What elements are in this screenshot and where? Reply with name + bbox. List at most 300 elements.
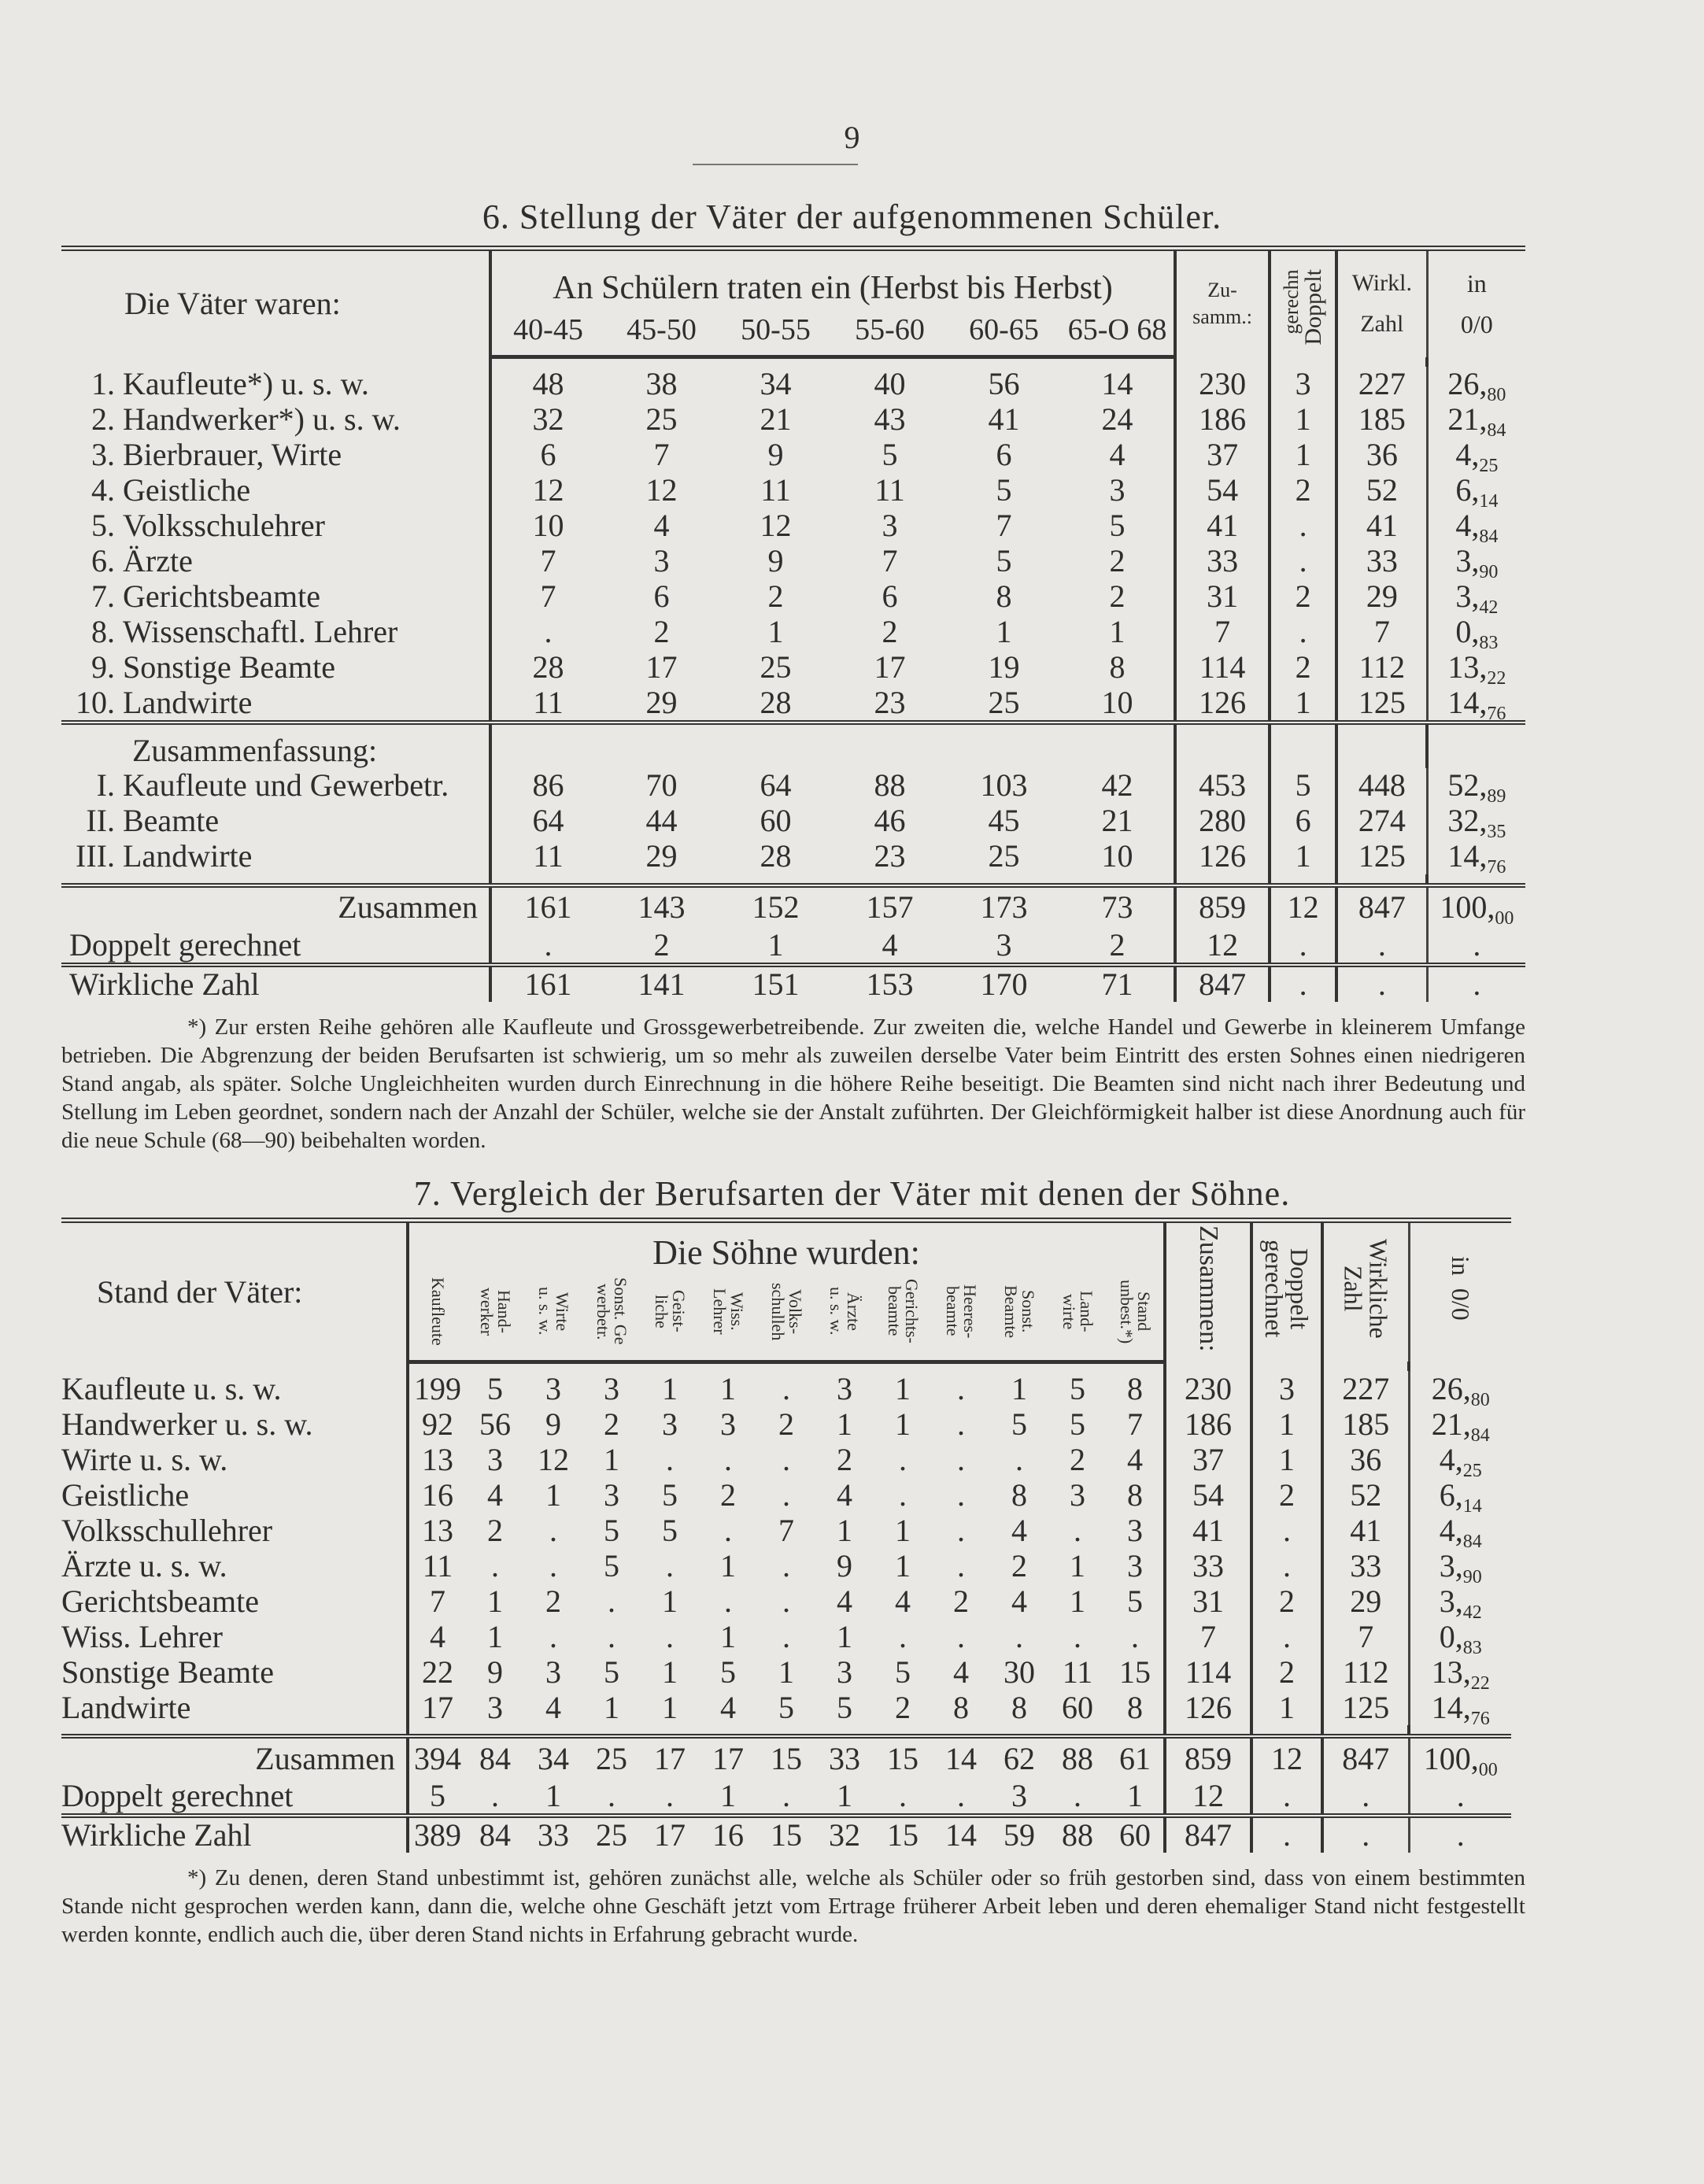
value-cell: 9 bbox=[767, 437, 784, 472]
value-cell: 48 bbox=[490, 367, 604, 402]
value-cell: 15 bbox=[757, 1816, 815, 1853]
value-cell: 5 bbox=[778, 1689, 794, 1725]
row-label bbox=[61, 1779, 408, 1816]
header-percent-text: in 0/0 bbox=[1446, 1256, 1475, 1321]
percent-cell bbox=[1427, 686, 1525, 722]
percent-dec: 76 bbox=[1487, 703, 1506, 724]
value-cell: 45 bbox=[988, 803, 1020, 838]
percent-dec: 83 bbox=[1479, 633, 1499, 653]
empty-cell bbox=[604, 722, 719, 768]
total-cell: 33 bbox=[1175, 544, 1270, 579]
table-row bbox=[61, 1548, 1511, 1583]
percent-cell bbox=[1427, 885, 1525, 928]
percent-dec: 76 bbox=[1487, 857, 1506, 878]
value-cell: 88 bbox=[1048, 1736, 1107, 1779]
percent-int: 4, bbox=[1455, 508, 1480, 543]
value-cell: 34 bbox=[760, 366, 792, 401]
double-counted-cell: 2 bbox=[1270, 579, 1336, 615]
value-cell: 3 bbox=[662, 1406, 678, 1442]
value-cell: 1 bbox=[545, 1778, 561, 1813]
percent-dec: 22 bbox=[1470, 1672, 1490, 1694]
value-cell: 4 bbox=[408, 1619, 466, 1654]
value-cell: 64 bbox=[490, 804, 604, 839]
total-cell: 37 bbox=[1165, 1442, 1251, 1477]
header-sons-group: Die Söhne wurden: bbox=[408, 1220, 1165, 1270]
value-cell: 1 bbox=[767, 926, 784, 963]
row-label bbox=[61, 768, 490, 804]
row-label bbox=[61, 686, 490, 722]
value-cell: 9 bbox=[767, 543, 784, 578]
table6-footnote bbox=[61, 1013, 1525, 1155]
value-cell: 56 bbox=[988, 366, 1020, 401]
value-cell: 161 bbox=[490, 885, 604, 928]
value-cell: 151 bbox=[719, 965, 833, 1002]
value-cell: 62 bbox=[990, 1736, 1048, 1779]
value-cell: . bbox=[491, 1547, 499, 1583]
header-son-occupation bbox=[582, 1270, 641, 1362]
header-double-line1: Doppelt bbox=[1299, 269, 1326, 346]
value-cell: 1 bbox=[487, 1583, 503, 1619]
value-cell: 3 bbox=[1127, 1512, 1144, 1548]
double-counted-cell: 1 bbox=[1270, 402, 1336, 438]
total-cell: 126 bbox=[1165, 1690, 1251, 1725]
table-row bbox=[61, 1690, 1511, 1725]
value-cell: 6 bbox=[653, 578, 670, 614]
percent-int: 6, bbox=[1439, 1476, 1463, 1513]
actual-number-cell: 7 bbox=[1336, 615, 1427, 650]
value-cell: . bbox=[957, 1778, 965, 1813]
row-label bbox=[61, 508, 490, 544]
value-cell: 3 bbox=[837, 1654, 852, 1690]
row-label bbox=[61, 965, 490, 1002]
value-cell: . bbox=[608, 1778, 615, 1813]
value-cell: 22 bbox=[408, 1654, 466, 1690]
table-row bbox=[61, 650, 1525, 686]
empty-cell bbox=[582, 1725, 641, 1736]
double-counted-cell: 1 bbox=[1270, 438, 1336, 473]
value-cell: 1 bbox=[720, 1547, 736, 1583]
value-cell: . bbox=[957, 1476, 965, 1513]
row-label-text: Geistliche bbox=[61, 1476, 190, 1513]
header-son-occupation bbox=[874, 1270, 932, 1362]
empty-cell bbox=[1175, 722, 1270, 768]
value-cell: 60 bbox=[1107, 1816, 1165, 1853]
double-counted-cell: 6 bbox=[1270, 804, 1336, 839]
row-label bbox=[61, 402, 490, 438]
row-label bbox=[61, 1816, 408, 1853]
row-number: 3. bbox=[91, 437, 115, 472]
header-period: 65-O 68 bbox=[1061, 305, 1175, 357]
row-number: 9. bbox=[91, 649, 115, 685]
actual-number-cell: 29 bbox=[1336, 579, 1427, 615]
value-cell: 42 bbox=[1101, 767, 1133, 803]
value-cell: 17 bbox=[645, 649, 678, 685]
value-cell: 8 bbox=[1127, 1476, 1144, 1513]
value-cell: 5 bbox=[720, 1654, 736, 1690]
double-counted-cell: . bbox=[1270, 508, 1336, 544]
value-cell: 3 bbox=[653, 543, 670, 578]
value-cell: 70 bbox=[645, 767, 678, 803]
row-label-text: Landwirte bbox=[123, 838, 253, 874]
actual-number-cell: 7 bbox=[1322, 1619, 1409, 1654]
percent-dec: 00 bbox=[1495, 908, 1514, 929]
empty-cell bbox=[699, 1725, 757, 1736]
row-label-text: Wirte u. s. w. bbox=[61, 1441, 228, 1477]
actual-number-cell: 112 bbox=[1336, 650, 1427, 686]
value-cell: 3 bbox=[487, 1689, 503, 1725]
value-cell: 28 bbox=[760, 684, 792, 720]
table-row bbox=[61, 1371, 1511, 1406]
value-cell: 17 bbox=[874, 649, 906, 685]
value-cell: 2 bbox=[953, 1583, 969, 1619]
value-cell: 9 bbox=[487, 1654, 503, 1690]
total-cell: 7 bbox=[1165, 1619, 1251, 1654]
value-cell: 61 bbox=[1107, 1736, 1165, 1779]
total-cell: 33 bbox=[1165, 1548, 1251, 1583]
empty-cell bbox=[1270, 874, 1336, 885]
percent-dec: 90 bbox=[1462, 1566, 1482, 1587]
value-cell: 153 bbox=[833, 965, 947, 1002]
row-number: 5. bbox=[91, 508, 115, 543]
value-cell: 3 bbox=[1109, 472, 1126, 508]
value-cell: 23 bbox=[874, 684, 906, 720]
row-label-text: Wirkliche Zahl bbox=[69, 966, 260, 1002]
empty-cell bbox=[408, 1725, 466, 1736]
row-label-text: Doppelt gerechnet bbox=[69, 926, 301, 963]
value-cell: 1 bbox=[837, 1778, 852, 1813]
percent-int: 14, bbox=[1447, 684, 1488, 720]
value-cell: 5 bbox=[895, 1654, 911, 1690]
row-label-text: Wirkliche Zahl bbox=[61, 1817, 252, 1853]
table-row bbox=[61, 1619, 1511, 1654]
header-double-text: Doppelt gerechnet bbox=[1260, 1240, 1314, 1338]
table6-fathers-occupation bbox=[61, 246, 1525, 1002]
value-cell: 5 bbox=[604, 1547, 619, 1583]
percent-cell bbox=[1409, 1618, 1511, 1658]
value-cell: 14 bbox=[932, 1816, 990, 1853]
value-cell: 92 bbox=[408, 1406, 466, 1442]
value-cell: 11 bbox=[490, 686, 604, 722]
value-cell: . bbox=[957, 1547, 965, 1583]
value-cell: 2 bbox=[1109, 578, 1126, 614]
value-cell: 34 bbox=[524, 1736, 582, 1779]
value-cell: . bbox=[957, 1441, 965, 1477]
value-cell: 7 bbox=[778, 1512, 794, 1548]
percent-int: 3, bbox=[1455, 543, 1480, 578]
value-cell: 25 bbox=[760, 649, 792, 685]
percent-cell bbox=[1409, 1689, 1511, 1729]
header-percent-line2: 0/0 bbox=[1460, 310, 1493, 339]
value-cell: . bbox=[782, 1778, 790, 1813]
value-cell: 7 bbox=[996, 508, 1012, 543]
empty-cell bbox=[1270, 722, 1336, 768]
double-counted-cell: 1 bbox=[1251, 1690, 1322, 1725]
header-fathers-status: Stand der Väter: bbox=[61, 1220, 408, 1362]
value-cell: 3 bbox=[837, 1370, 852, 1406]
value-cell: . bbox=[491, 1778, 499, 1813]
header-son-label: Sonst. Beamte bbox=[1001, 1284, 1038, 1338]
page-number: 9 bbox=[844, 120, 860, 155]
value-cell: . bbox=[608, 1583, 615, 1619]
total-cell: 37 bbox=[1175, 438, 1270, 473]
double-counted-cell: 3 bbox=[1270, 367, 1336, 402]
empty-cell bbox=[815, 1725, 874, 1736]
value-cell: 5 bbox=[996, 472, 1012, 508]
value-cell: 1 bbox=[895, 1547, 911, 1583]
empty-cell bbox=[1427, 357, 1525, 367]
value-cell: 17 bbox=[641, 1816, 699, 1853]
percent-cell bbox=[1427, 366, 1525, 405]
value-cell: 4 bbox=[487, 1476, 503, 1513]
total-cell: 12 bbox=[1175, 928, 1270, 965]
value-cell: . bbox=[666, 1547, 674, 1583]
percent-int: 3, bbox=[1455, 578, 1480, 614]
summary-row bbox=[61, 768, 1525, 804]
value-cell: . bbox=[1074, 1618, 1081, 1654]
header-actual-line2: Zahl bbox=[1360, 311, 1404, 338]
value-cell: 1 bbox=[767, 614, 784, 649]
value-cell: 5 bbox=[1109, 508, 1126, 543]
value-cell: 6 bbox=[996, 437, 1012, 472]
value-cell: 10 bbox=[490, 508, 604, 544]
value-cell: 5 bbox=[604, 1654, 619, 1690]
value-cell: 3 bbox=[882, 508, 898, 543]
value-cell: 1 bbox=[1070, 1583, 1085, 1619]
percent-int: 100, bbox=[1423, 1740, 1479, 1776]
actual-number-cell: 185 bbox=[1336, 402, 1427, 438]
header-total-line2: samm.: bbox=[1192, 305, 1252, 329]
value-cell: . bbox=[490, 615, 604, 650]
table-row bbox=[61, 615, 1525, 650]
row-label-text: Handwerker*) u. s. w. bbox=[123, 401, 401, 437]
row-number: 6. bbox=[91, 543, 115, 578]
header-son-occupation bbox=[699, 1270, 757, 1362]
value-cell: 4 bbox=[720, 1689, 736, 1725]
value-cell: 2 bbox=[545, 1583, 561, 1619]
header-double-line2: gerechn bbox=[1279, 269, 1303, 334]
header-son-occupation bbox=[641, 1270, 699, 1362]
actual-number-cell: 112 bbox=[1322, 1654, 1409, 1690]
row-label bbox=[61, 615, 490, 650]
row-label-text: Sonstige Beamte bbox=[123, 649, 335, 685]
row-label-text: Doppelt gerechnet bbox=[61, 1778, 294, 1813]
value-cell: 1 bbox=[604, 1441, 619, 1477]
value-cell: . bbox=[1015, 1618, 1023, 1654]
value-cell: 15 bbox=[757, 1736, 815, 1779]
empty-cell bbox=[833, 874, 947, 885]
empty-cell bbox=[1251, 1362, 1322, 1371]
total-cell: 230 bbox=[1165, 1371, 1251, 1406]
header-son-label: Stand unbest.*) bbox=[1117, 1279, 1155, 1343]
double-counted-cell: 2 bbox=[1270, 650, 1336, 686]
percent-cell bbox=[1409, 1441, 1511, 1481]
percent-dec: 42 bbox=[1462, 1602, 1482, 1623]
value-cell: 8 bbox=[1011, 1689, 1027, 1725]
row-number: 10. bbox=[76, 684, 115, 720]
row-label bbox=[61, 885, 490, 928]
empty-cell bbox=[1251, 1725, 1322, 1736]
percent-dec: 14 bbox=[1479, 491, 1499, 512]
percent-cell bbox=[1427, 401, 1525, 441]
value-cell: 1 bbox=[720, 1778, 736, 1813]
table-row bbox=[61, 402, 1525, 438]
header-actual-number bbox=[1336, 249, 1427, 357]
percent-cell bbox=[1427, 803, 1525, 842]
row-label bbox=[61, 1406, 408, 1442]
value-cell: 3 bbox=[604, 1370, 619, 1406]
value-cell: . bbox=[957, 1618, 965, 1654]
value-cell: 4 bbox=[653, 508, 670, 543]
value-cell: 25 bbox=[645, 401, 678, 437]
actual-number-cell: 52 bbox=[1336, 473, 1427, 508]
value-cell: 15 bbox=[1119, 1654, 1151, 1690]
total-cell: 31 bbox=[1165, 1583, 1251, 1619]
header-actual-number bbox=[1322, 1220, 1409, 1362]
actual-number-cell: 448 bbox=[1336, 768, 1427, 804]
row-number: I. bbox=[96, 767, 115, 803]
value-cell: . bbox=[899, 1618, 907, 1654]
value-cell: 5 bbox=[662, 1512, 678, 1548]
row-label-text: Landwirte bbox=[61, 1689, 191, 1725]
value-cell: 170 bbox=[947, 965, 1061, 1002]
percent-dec: 00 bbox=[1478, 1759, 1498, 1780]
row-label bbox=[61, 839, 490, 874]
row-label-text: Sonstige Beamte bbox=[61, 1654, 274, 1690]
value-cell: 5 bbox=[1011, 1406, 1027, 1442]
header-total bbox=[1175, 249, 1270, 357]
header-son-label: Kaufleute bbox=[428, 1277, 448, 1346]
value-cell: 15 bbox=[874, 1736, 932, 1779]
value-cell: 152 bbox=[719, 885, 833, 928]
value-cell: . bbox=[899, 1778, 907, 1813]
value-cell: 2 bbox=[837, 1441, 852, 1477]
value-cell: 12 bbox=[760, 508, 792, 543]
actual-number-cell: . bbox=[1336, 928, 1427, 965]
value-cell: 3 bbox=[720, 1406, 736, 1442]
value-cell: 7 bbox=[490, 544, 604, 579]
percent-dec: 84 bbox=[1462, 1531, 1482, 1552]
header-double-counted bbox=[1270, 249, 1336, 357]
header-total bbox=[1165, 1220, 1251, 1362]
double-counted-cell: . bbox=[1270, 928, 1336, 965]
row-number: 2. bbox=[91, 401, 115, 437]
value-cell: 199 bbox=[408, 1371, 466, 1406]
percent-dec: 35 bbox=[1487, 822, 1506, 842]
total-cell: 847 bbox=[1165, 1816, 1251, 1853]
header-son-occupation bbox=[757, 1270, 815, 1362]
header-total-line1: Zu- bbox=[1207, 279, 1237, 302]
percent-cell bbox=[1427, 767, 1525, 807]
value-cell: 161 bbox=[490, 965, 604, 1002]
percent-dec: 76 bbox=[1470, 1708, 1490, 1729]
empty-cell bbox=[1336, 722, 1427, 768]
value-cell: 11 bbox=[1062, 1654, 1093, 1690]
value-cell: 2 bbox=[1109, 543, 1126, 578]
table-row bbox=[61, 544, 1525, 579]
empty-cell bbox=[719, 357, 833, 367]
row-number: 1. bbox=[91, 366, 115, 401]
empty-cell bbox=[1061, 722, 1175, 768]
value-cell: . bbox=[957, 1512, 965, 1548]
value-cell: . bbox=[666, 1441, 674, 1477]
total-cell: 7 bbox=[1175, 615, 1270, 650]
double-counted-cell: . bbox=[1251, 1816, 1322, 1853]
empty-cell bbox=[1165, 1725, 1251, 1736]
double-counted-cell: . bbox=[1270, 615, 1336, 650]
value-cell: 4 bbox=[895, 1583, 911, 1619]
value-cell: 6 bbox=[490, 438, 604, 473]
value-cell: 6 bbox=[882, 578, 898, 614]
value-cell: 1 bbox=[1109, 614, 1126, 649]
empty-cell bbox=[990, 1362, 1048, 1371]
percent-cell bbox=[1409, 1654, 1511, 1694]
value-cell: 29 bbox=[645, 684, 678, 720]
empty-cell bbox=[1061, 874, 1175, 885]
value-cell: 64 bbox=[760, 767, 792, 803]
table-row bbox=[61, 1477, 1511, 1513]
page-number-rule bbox=[693, 164, 858, 165]
value-cell: 1 bbox=[545, 1476, 561, 1513]
total-row bbox=[61, 1779, 1511, 1816]
value-cell: 86 bbox=[490, 768, 604, 804]
value-cell: 9 bbox=[545, 1406, 561, 1442]
percent-cell bbox=[1427, 649, 1525, 689]
value-cell: 5 bbox=[604, 1512, 619, 1548]
empty-cell bbox=[1048, 1362, 1107, 1371]
empty-cell bbox=[719, 722, 833, 768]
value-cell: 71 bbox=[1061, 965, 1175, 1002]
header-period: 55-60 bbox=[833, 305, 947, 357]
total-cell: 126 bbox=[1175, 839, 1270, 874]
value-cell: . bbox=[957, 1370, 965, 1406]
percent-cell bbox=[1409, 1736, 1511, 1779]
row-label-text: Gerichtsbeamte bbox=[123, 578, 320, 614]
total-cell: 41 bbox=[1165, 1513, 1251, 1548]
value-cell: . bbox=[490, 928, 604, 965]
value-cell: 88 bbox=[1048, 1816, 1107, 1853]
table-row bbox=[61, 1583, 1511, 1619]
empty-cell bbox=[1107, 1362, 1165, 1371]
double-counted-cell: 2 bbox=[1270, 473, 1336, 508]
percent-cell bbox=[1409, 1583, 1511, 1623]
row-label bbox=[61, 928, 490, 965]
double-counted-cell: . bbox=[1251, 1548, 1322, 1583]
header-fathers-label: Die Väter waren: bbox=[61, 249, 490, 357]
empty-cell bbox=[524, 1725, 582, 1736]
percent-cell bbox=[1409, 1547, 1511, 1587]
percent-cell bbox=[1427, 965, 1525, 1002]
empty-cell bbox=[61, 1725, 408, 1736]
empty-cell bbox=[990, 1725, 1048, 1736]
value-cell: 1 bbox=[720, 1618, 736, 1654]
empty-cell bbox=[1107, 1725, 1165, 1736]
value-cell: 5 bbox=[487, 1370, 503, 1406]
value-cell: 33 bbox=[524, 1816, 582, 1853]
row-label-text: Volksschulehrer bbox=[123, 508, 325, 543]
value-cell: 21 bbox=[760, 401, 792, 437]
value-cell: 8 bbox=[1011, 1476, 1027, 1513]
header-son-label: Sonst. Ge werbetr. bbox=[593, 1277, 630, 1346]
value-cell: 19 bbox=[988, 649, 1020, 685]
percent-int: 21, bbox=[1447, 401, 1488, 437]
value-cell: 2 bbox=[653, 926, 670, 963]
header-son-label: Wirte u. s. w. bbox=[535, 1287, 572, 1336]
value-cell: 28 bbox=[760, 838, 792, 874]
row-label bbox=[61, 1477, 408, 1513]
value-cell: 32 bbox=[815, 1816, 874, 1853]
empty-cell bbox=[1175, 874, 1270, 885]
value-cell: 56 bbox=[479, 1406, 511, 1442]
